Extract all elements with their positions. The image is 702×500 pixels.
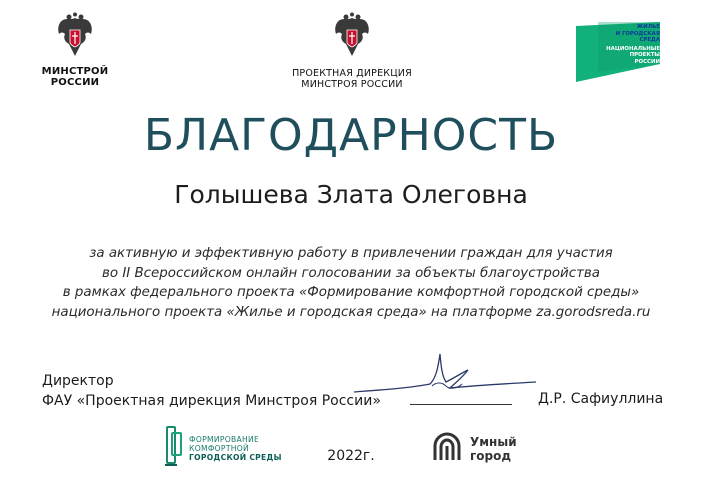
directorate-logo	[282, 12, 422, 90]
director-organization: ФАУ «Проектная дирекция Минстроя России»	[42, 393, 381, 409]
reason-text	[30, 244, 672, 322]
reason-line-3: в рамках федерального проекта «Формирование комфортной городской среды»	[62, 285, 640, 300]
np-logo-line5: РОССИИ	[634, 58, 660, 65]
certificate-title: БЛАГОДАРНОСТЬ	[143, 110, 559, 161]
formirovanie-line2: КОМФОРТНОЙ	[189, 444, 250, 453]
recipient-name: Голышева Злата Олеговна	[174, 180, 528, 209]
np-logo-line3: НАЦИОНАЛЬНЫЕ	[606, 45, 660, 52]
reason-line-4: национального проекта «Жилье и городская среда» на платформе za.gorodsreda.ru	[51, 304, 651, 320]
certificate-year: 2022г.	[327, 448, 375, 464]
umny-line2: город	[470, 449, 512, 463]
reason-line-1: за активную и эффективную работу в привлечении граждан для участия	[89, 246, 613, 261]
reason-line-2: во II Всероссийском онлайн голосовании за объекты благоустройства	[101, 265, 601, 281]
handwritten-signature	[350, 348, 540, 412]
umny-line1: Умный	[470, 435, 517, 449]
national-projects-logo	[576, 20, 662, 84]
double-headed-eagle-icon	[53, 12, 97, 60]
minstroy-logo	[40, 12, 110, 88]
np-logo-line2: И ГОРОДСКАЯ СРЕДА	[615, 30, 660, 43]
minstroy-logo-line2: РОССИИ	[50, 77, 100, 88]
signer-name: Д.Р. Сафиуллина	[538, 391, 664, 407]
directorate-logo-line2: МИНСТРОЯ РОССИИ	[301, 79, 403, 90]
double-headed-eagle-icon	[330, 12, 374, 60]
director-position	[42, 371, 381, 411]
np-logo-line1: ЖИЛЬЕ	[636, 24, 660, 30]
minstroy-logo-line1: МИНСТРОЙ	[41, 66, 109, 77]
np-logo-line4: ПРОЕКТЫ	[629, 52, 660, 58]
formirovanie-line3: ГОРОДСКОЙ СРЕДЫ	[189, 453, 282, 462]
signature-line	[410, 404, 512, 405]
directorate-logo-line1: ПРОЕКТНАЯ ДИРЕКЦИЯ	[292, 68, 412, 79]
director-title: Директор	[42, 373, 114, 389]
formirovanie-line1: ФОРМИРОВАНИЕ	[189, 435, 260, 444]
